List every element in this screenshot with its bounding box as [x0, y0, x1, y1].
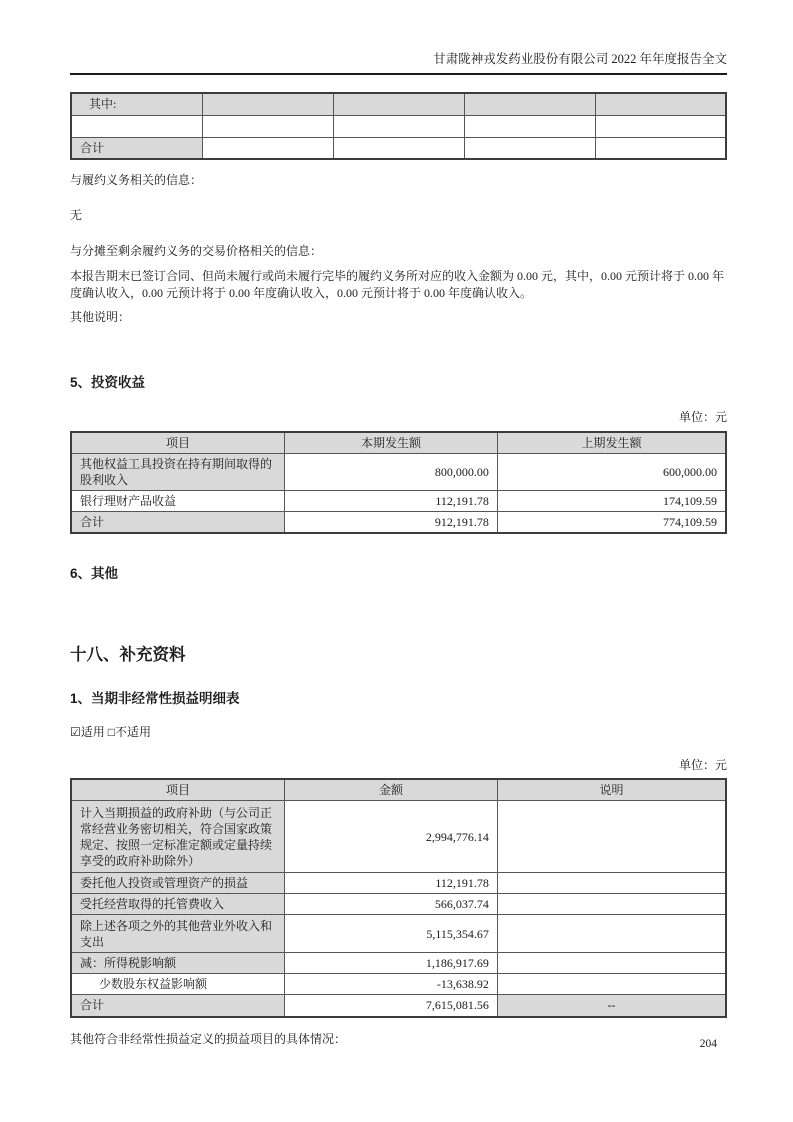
- none-text: 无: [70, 208, 83, 222]
- note-cell: [497, 974, 726, 995]
- table-row: [71, 894, 726, 915]
- empty-cell: [333, 93, 464, 115]
- table-row: [71, 454, 726, 491]
- item-cell: 委托他人投资或管理资产的损益: [71, 873, 285, 894]
- page-header: [70, 0, 727, 75]
- applicable-label: 适用: [80, 725, 105, 739]
- note-cell: [497, 915, 726, 953]
- table-row: [71, 115, 726, 137]
- amount-cell: 7,615,081.56: [285, 995, 498, 1017]
- amount-cell: 5,115,354.67: [285, 915, 498, 953]
- empty-cell: [202, 137, 333, 159]
- item-cell: 少数股东权益影响额: [71, 974, 285, 995]
- table-header-row: [71, 779, 726, 801]
- section6-heading: 6、其他: [70, 566, 119, 581]
- col-header-current: 本期发生额: [285, 432, 498, 454]
- amount-cell: 1,186,917.69: [285, 953, 498, 974]
- item-cell: 受托经营取得的托管费收入: [71, 894, 285, 915]
- amount-cell: 112,191.78: [285, 873, 498, 894]
- col-header-note: 说明: [497, 779, 726, 801]
- investment-income-table: [70, 431, 727, 534]
- empty-cell: [202, 93, 333, 115]
- prior-amount-cell: 600,000.00: [497, 454, 726, 491]
- empty-cell: [464, 93, 595, 115]
- current-amount-cell: 112,191.78: [285, 491, 498, 512]
- total-row: [71, 512, 726, 534]
- note-cell: [497, 801, 726, 873]
- applicability-line: [70, 723, 727, 740]
- note-cell: [497, 873, 726, 894]
- section18-heading: 十八、补充资料: [70, 646, 186, 664]
- unit-label-nonrecurring: 单位：元: [678, 758, 727, 772]
- obligation-paragraph: 本报告期末已签订合同、但尚未履行或尚未履行完毕的履约义务所对应的收入金额为 0.00 元，其中，0.00 元预计将于 0.00 年度确认收入，0.00 元预计将于 0.00 年度确认收入，0.00 元预计将于 0.00 年度确认收入。: [70, 269, 725, 300]
- col-header-item: 项目: [71, 432, 285, 454]
- table-row: [71, 915, 726, 953]
- other-note-label: 其他说明：: [70, 310, 131, 324]
- row-label-cell: 合计: [71, 137, 202, 159]
- prior-amount-cell: 774,109.59: [497, 512, 726, 534]
- allocation-info-label: 与分摊至剩余履约义务的交易价格相关的信息：: [70, 244, 323, 258]
- table-row: [71, 801, 726, 873]
- item-cell: 减：所得税影响额: [71, 953, 285, 974]
- table-row: [71, 93, 726, 115]
- section5-heading: 5、投资收益: [70, 375, 146, 390]
- item-cell: 除上述各项之外的其他营业外收入和支出: [71, 915, 285, 953]
- prior-amount-cell: 174,109.59: [497, 491, 726, 512]
- empty-cell: [333, 115, 464, 137]
- current-amount-cell: 800,000.00: [285, 454, 498, 491]
- header-title: 甘肃陇神戎发药业股份有限公司 2022 年年度报告全文: [433, 52, 727, 66]
- note-cell: --: [497, 995, 726, 1017]
- summary-table: [70, 92, 727, 160]
- item-cell: 合计: [71, 995, 285, 1017]
- total-row: [71, 995, 726, 1017]
- empty-cell: [464, 137, 595, 159]
- amount-cell: -13,638.92: [285, 974, 498, 995]
- table-row: [71, 491, 726, 512]
- current-amount-cell: 912,191.78: [285, 512, 498, 534]
- amount-cell: 2,994,776.14: [285, 801, 498, 873]
- empty-cell: [595, 115, 726, 137]
- table-header-row: [71, 432, 726, 454]
- row-label-cell: [71, 115, 202, 137]
- empty-cell: [595, 137, 726, 159]
- sub1-heading: 1、当期非经常性损益明细表: [70, 691, 240, 706]
- checkbox-checked-icon: ☑: [70, 725, 81, 739]
- col-header-prior: 上期发生额: [497, 432, 726, 454]
- note-cell: [497, 894, 726, 915]
- row-label-cell: 其中:: [71, 93, 202, 115]
- table-row: [71, 974, 726, 995]
- page-number: 204: [699, 1038, 717, 1050]
- empty-cell: [595, 93, 726, 115]
- note-cell: [497, 953, 726, 974]
- empty-cell: [464, 115, 595, 137]
- table-row: [71, 873, 726, 894]
- other-cases-label: 其他符合非经常性损益定义的损益项目的具体情况：: [70, 1031, 347, 1046]
- not-applicable-label: 不适用: [115, 725, 152, 739]
- table-row: [71, 953, 726, 974]
- item-cell: 银行理财产品收益: [71, 491, 285, 512]
- item-cell: 其他权益工具投资在持有期间取得的股利收入: [71, 454, 285, 491]
- unit-label-investment: 单位：元: [678, 410, 727, 424]
- item-cell: 合计: [71, 512, 285, 534]
- obligation-info-label: 与履约义务相关的信息：: [70, 173, 203, 187]
- table-row: [71, 137, 726, 159]
- col-header-item: 项目: [71, 779, 285, 801]
- col-header-amount: 金额: [285, 779, 498, 801]
- item-cell: 计入当期损益的政府补助（与公司正常经营业务密切相关，符合国家政策规定、按照一定标准定额或定量持续享受的政府补助除外）: [71, 801, 285, 873]
- empty-cell: [333, 137, 464, 159]
- amount-cell: 566,037.74: [285, 894, 498, 915]
- checkbox-unchecked-icon: □: [107, 725, 116, 739]
- nonrecurring-items-table: [70, 778, 727, 1018]
- empty-cell: [202, 115, 333, 137]
